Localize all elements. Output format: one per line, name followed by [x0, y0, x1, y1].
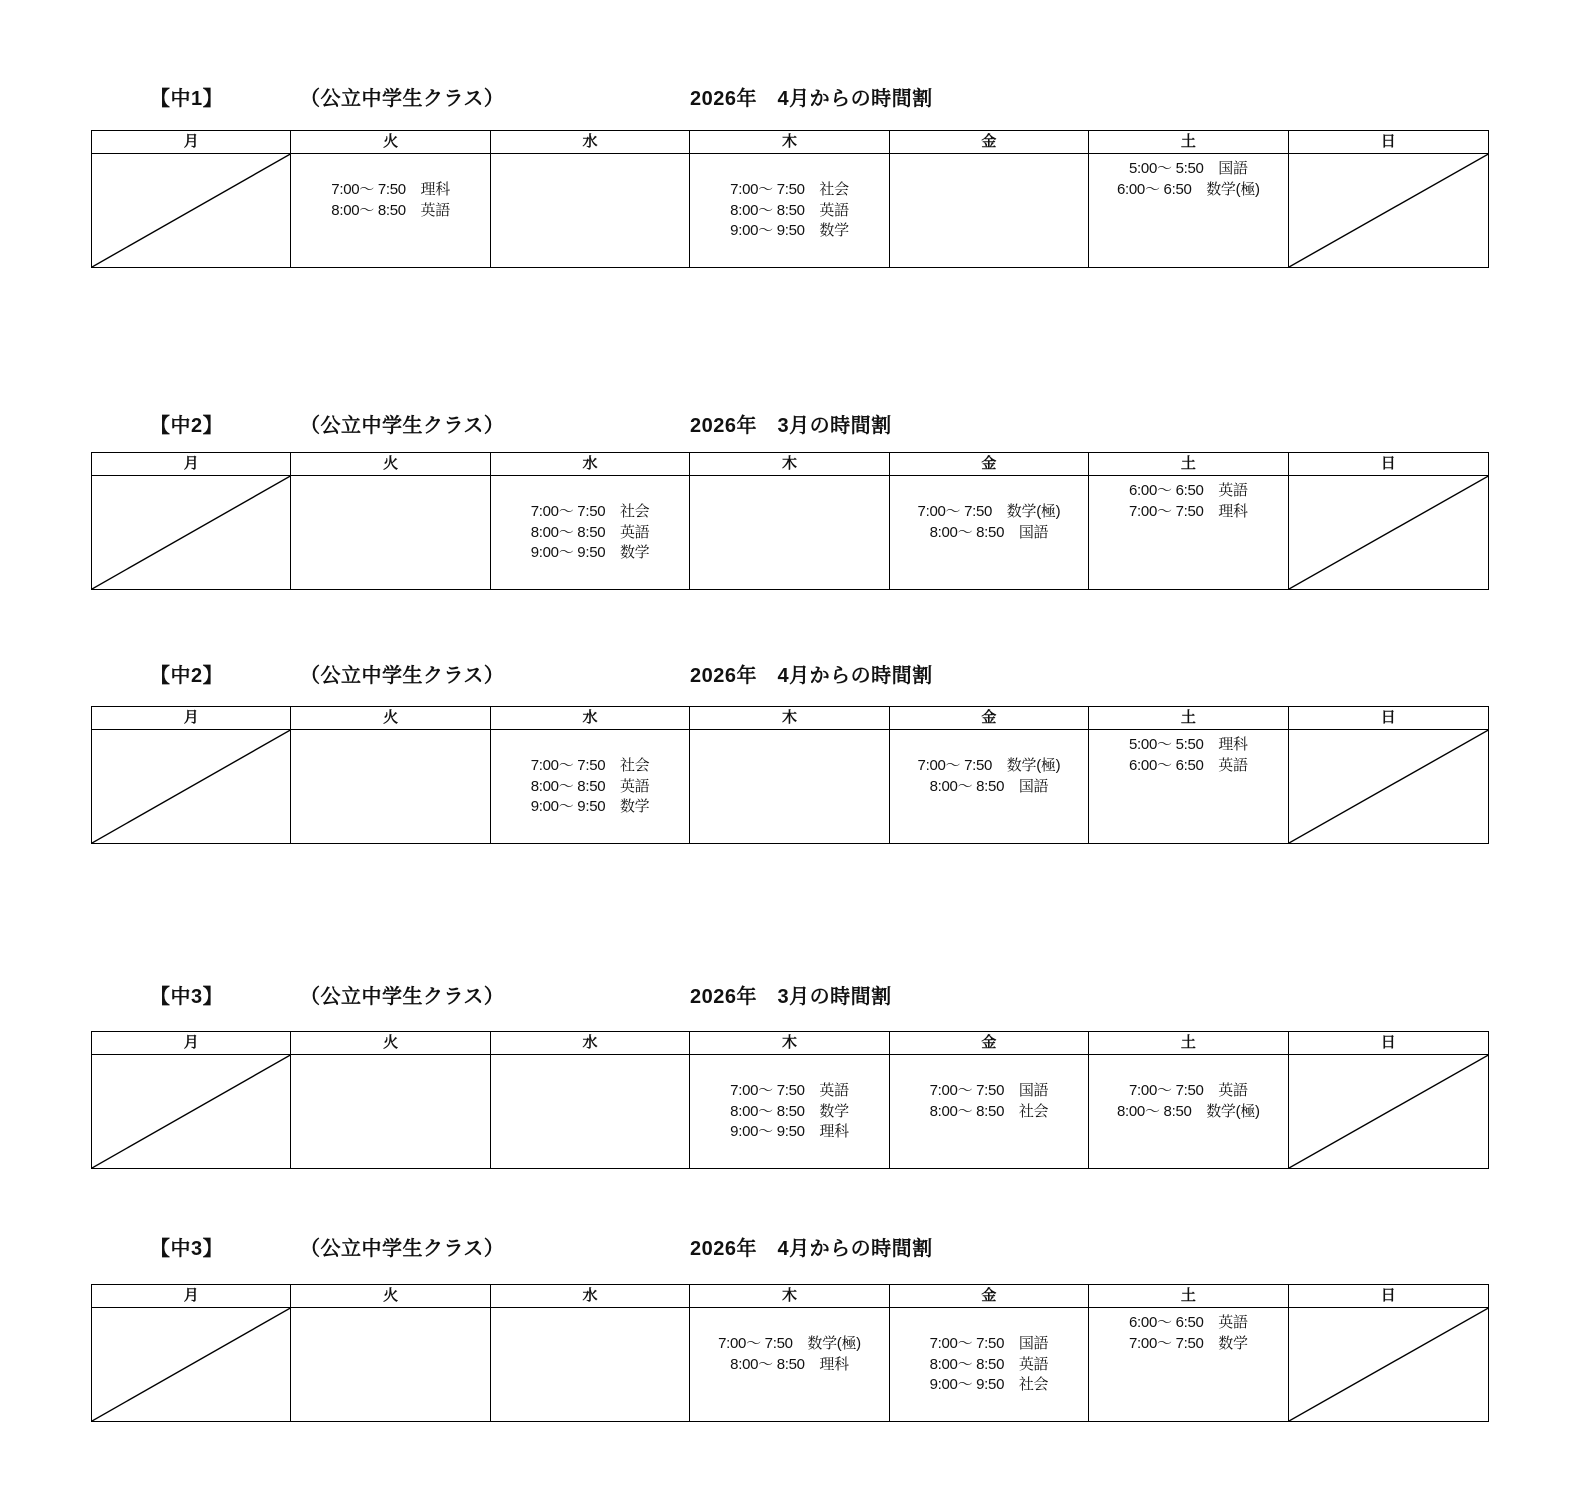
diagonal-strike-line: [92, 1308, 290, 1421]
lesson-line: 8:00～ 8:50 社会: [929, 1102, 1049, 1120]
lesson-line: 7:00～ 7:50 国語: [929, 1335, 1049, 1352]
lesson-line: 6:00～ 6:50 英語: [1129, 756, 1248, 774]
day-cell-empty: [291, 476, 490, 589]
class-type-label: （公立中学生クラス）: [300, 986, 505, 1008]
lesson-line: 8:00～ 8:50 英語: [929, 1355, 1049, 1373]
day-header: 火: [291, 707, 490, 729]
day-header: 金: [890, 1032, 1089, 1054]
day-header-row: [92, 453, 1488, 476]
day-cell-lessons: [890, 730, 1089, 843]
table-title-row: [0, 659, 1583, 685]
day-cell-crossed: [1289, 476, 1488, 589]
day-header: 水: [491, 1285, 690, 1307]
lesson-line: 7:00～ 7:50 数学(極): [917, 503, 1061, 520]
day-header: 土: [1089, 1032, 1288, 1054]
day-cell-lessons: [890, 1308, 1089, 1421]
grade-label: 【中2】: [150, 665, 224, 687]
class-type-label: （公立中学生クラス）: [300, 665, 505, 687]
lesson-line: 8:00～ 8:50 英語: [530, 523, 650, 541]
timetable-table: [91, 452, 1489, 590]
day-header: 日: [1380, 133, 1396, 150]
day-header: 木: [690, 1032, 889, 1054]
lesson-lines: [491, 730, 689, 818]
day-header: 土: [1089, 453, 1288, 475]
day-header: 月: [92, 453, 291, 475]
diagonal-strike-line: [92, 476, 290, 589]
day-cell-lessons: [1089, 476, 1288, 589]
day-header: 月: [92, 707, 291, 729]
table-title-row: [0, 980, 1583, 1006]
lesson-line: 7:00～ 7:50 英語: [1129, 1082, 1248, 1099]
day-header: 木: [690, 707, 889, 729]
table-title-row: [0, 82, 1583, 108]
day-cell-empty: [491, 1055, 690, 1168]
day-cell-empty: [491, 1308, 690, 1421]
day-body-row: [92, 154, 1488, 267]
day-header: 水: [491, 131, 690, 153]
day-header: 日: [1380, 1287, 1396, 1304]
day-cell-lessons: [890, 1055, 1089, 1168]
day-header: 木: [690, 1285, 889, 1307]
lesson-lines: [690, 154, 888, 242]
day-header: 日: [1380, 455, 1396, 472]
day-cell-empty: [890, 154, 1089, 267]
day-cell-empty: [291, 1055, 490, 1168]
lesson-line: 9:00～ 9:50 社会: [929, 1376, 1049, 1393]
lesson-lines: [491, 476, 689, 564]
lesson-line: 9:00～ 9:50 数学: [530, 798, 650, 815]
day-cell-crossed: [1289, 154, 1488, 267]
lesson-line: 7:00～ 7:50 数学(極): [718, 1335, 861, 1352]
day-cell-crossed: [1289, 1055, 1488, 1168]
day-header: 月: [92, 131, 291, 153]
timetable-table: [91, 1031, 1489, 1169]
lesson-lines: [890, 1055, 1088, 1122]
day-cell-lessons: [890, 476, 1089, 589]
day-header: 月: [92, 1032, 291, 1054]
day-header: 火: [291, 453, 490, 475]
day-cell-crossed: [92, 476, 291, 589]
lesson-lines: [890, 1308, 1088, 1396]
day-header: 火: [291, 1285, 490, 1307]
lesson-line: 9:00～ 9:50 数学: [730, 222, 849, 239]
diagonal-strike-line: [92, 154, 290, 267]
day-header: 火: [291, 131, 490, 153]
lesson-line: 9:00～ 9:50 数学: [530, 544, 650, 561]
day-header: 木: [690, 453, 889, 475]
day-body-row: [92, 1055, 1488, 1168]
lesson-line: 7:00～ 7:50 社会: [530, 503, 650, 520]
class-type-label: （公立中学生クラス）: [300, 88, 505, 110]
lesson-lines: [1089, 1308, 1287, 1354]
lesson-line: 8:00～ 8:50 理科: [730, 1355, 849, 1373]
day-header: 金: [890, 1285, 1089, 1307]
lesson-line: 7:00～ 7:50 理科: [1129, 502, 1248, 520]
day-cell-lessons: [491, 476, 690, 589]
day-cell-crossed: [92, 154, 291, 267]
lesson-lines: [890, 730, 1088, 797]
day-header-row: [92, 1032, 1488, 1055]
day-header: 水: [491, 453, 690, 475]
lesson-line: 7:00～ 7:50 国語: [929, 1082, 1049, 1099]
day-header: 土: [1089, 1285, 1288, 1307]
diagonal-strike-line: [1289, 154, 1488, 267]
day-body-row: [92, 476, 1488, 589]
lesson-lines: [1089, 730, 1287, 776]
day-cell-crossed: [1289, 1308, 1488, 1421]
day-cell-lessons: [690, 1308, 889, 1421]
day-cell-lessons: [1089, 730, 1288, 843]
day-header: 金: [890, 131, 1089, 153]
lesson-line: 7:00～ 7:50 理科: [331, 181, 450, 198]
day-cell-lessons: [491, 730, 690, 843]
diagonal-strike-line: [92, 730, 290, 843]
grade-label: 【中2】: [150, 415, 224, 437]
lesson-lines: [890, 476, 1088, 543]
day-header: 月: [92, 1285, 291, 1307]
timetable-table: [91, 130, 1489, 268]
day-cell-empty: [690, 476, 889, 589]
lesson-line: 8:00～ 8:50 英語: [530, 777, 650, 795]
lesson-line: 7:00～ 7:50 英語: [730, 1082, 849, 1099]
lesson-line: 8:00～ 8:50 国語: [929, 523, 1049, 541]
lesson-lines: [1089, 476, 1287, 522]
table-title-row: [0, 1232, 1583, 1258]
lesson-line: 9:00～ 9:50 理科: [730, 1123, 849, 1140]
day-header: 水: [491, 707, 690, 729]
day-cell-lessons: [1089, 1055, 1288, 1168]
lesson-line: 8:00～ 8:50 数学: [730, 1102, 849, 1120]
day-cell-lessons: [690, 154, 889, 267]
lesson-lines: [690, 1055, 888, 1143]
lesson-line: 5:00～ 5:50 国語: [1129, 160, 1248, 177]
day-cell-crossed: [92, 1055, 291, 1168]
class-type-label: （公立中学生クラス）: [300, 1238, 505, 1260]
day-header: 日: [1380, 709, 1396, 726]
day-header: 土: [1089, 131, 1288, 153]
lesson-line: 8:00～ 8:50 国語: [929, 777, 1049, 795]
timetable-table: [91, 706, 1489, 844]
diagonal-strike-line: [92, 1055, 290, 1168]
day-header-row: [92, 1285, 1488, 1308]
day-header: 土: [1089, 707, 1288, 729]
day-header-row: [92, 707, 1488, 730]
lesson-line: 7:00～ 7:50 社会: [530, 757, 650, 774]
day-cell-crossed: [92, 1308, 291, 1421]
class-type-label: （公立中学生クラス）: [300, 415, 505, 437]
day-cell-lessons: [1089, 154, 1288, 267]
day-header-row: [92, 131, 1488, 154]
lesson-line: 8:00～ 8:50 英語: [331, 201, 450, 219]
day-header: 火: [291, 1032, 490, 1054]
grade-label: 【中3】: [150, 1238, 224, 1260]
schedule-title: 2026年 4月からの時間割: [690, 665, 933, 687]
day-cell-empty: [491, 154, 690, 267]
day-header: 金: [890, 707, 1089, 729]
lesson-line: 7:00～ 7:50 数学: [1129, 1334, 1248, 1352]
lesson-line: 8:00～ 8:50 数学(極): [1116, 1102, 1260, 1120]
day-cell-lessons: [291, 154, 490, 267]
day-cell-empty: [291, 730, 490, 843]
diagonal-strike-line: [1289, 1055, 1488, 1168]
schedule-title: 2026年 3月の時間割: [690, 415, 892, 437]
schedule-title: 2026年 3月の時間割: [690, 986, 892, 1008]
schedule-title: 2026年 4月からの時間割: [690, 1238, 933, 1260]
day-body-row: [92, 1308, 1488, 1421]
lesson-line: 6:00～ 6:50 英語: [1129, 482, 1248, 499]
day-header: 金: [890, 453, 1089, 475]
day-header: 水: [491, 1032, 690, 1054]
day-body-row: [92, 730, 1488, 843]
lesson-lines: [690, 1308, 888, 1375]
day-header: 木: [690, 131, 889, 153]
lesson-lines: [1089, 154, 1287, 200]
grade-label: 【中3】: [150, 986, 224, 1008]
day-cell-crossed: [1289, 730, 1488, 843]
lesson-line: 7:00～ 7:50 数学(極): [917, 757, 1061, 774]
timetable-table: [91, 1284, 1489, 1422]
day-cell-crossed: [92, 730, 291, 843]
day-cell-empty: [291, 1308, 490, 1421]
lesson-line: 5:00～ 5:50 理科: [1129, 736, 1248, 753]
diagonal-strike-line: [1289, 1308, 1488, 1421]
day-cell-empty: [690, 730, 889, 843]
diagonal-strike-line: [1289, 730, 1488, 843]
grade-label: 【中1】: [150, 88, 224, 110]
lesson-line: 7:00～ 7:50 社会: [730, 181, 849, 198]
day-cell-lessons: [690, 1055, 889, 1168]
diagonal-strike-line: [1289, 476, 1488, 589]
lesson-lines: [291, 154, 489, 221]
lesson-line: 6:00～ 6:50 英語: [1129, 1314, 1248, 1331]
day-cell-lessons: [1089, 1308, 1288, 1421]
day-header: 日: [1380, 1034, 1396, 1051]
lesson-line: 8:00～ 8:50 英語: [730, 201, 849, 219]
schedule-title: 2026年 4月からの時間割: [690, 88, 933, 110]
lesson-lines: [1089, 1055, 1287, 1122]
lesson-line: 6:00～ 6:50 数学(極): [1116, 180, 1260, 198]
table-title-row: [0, 409, 1583, 435]
